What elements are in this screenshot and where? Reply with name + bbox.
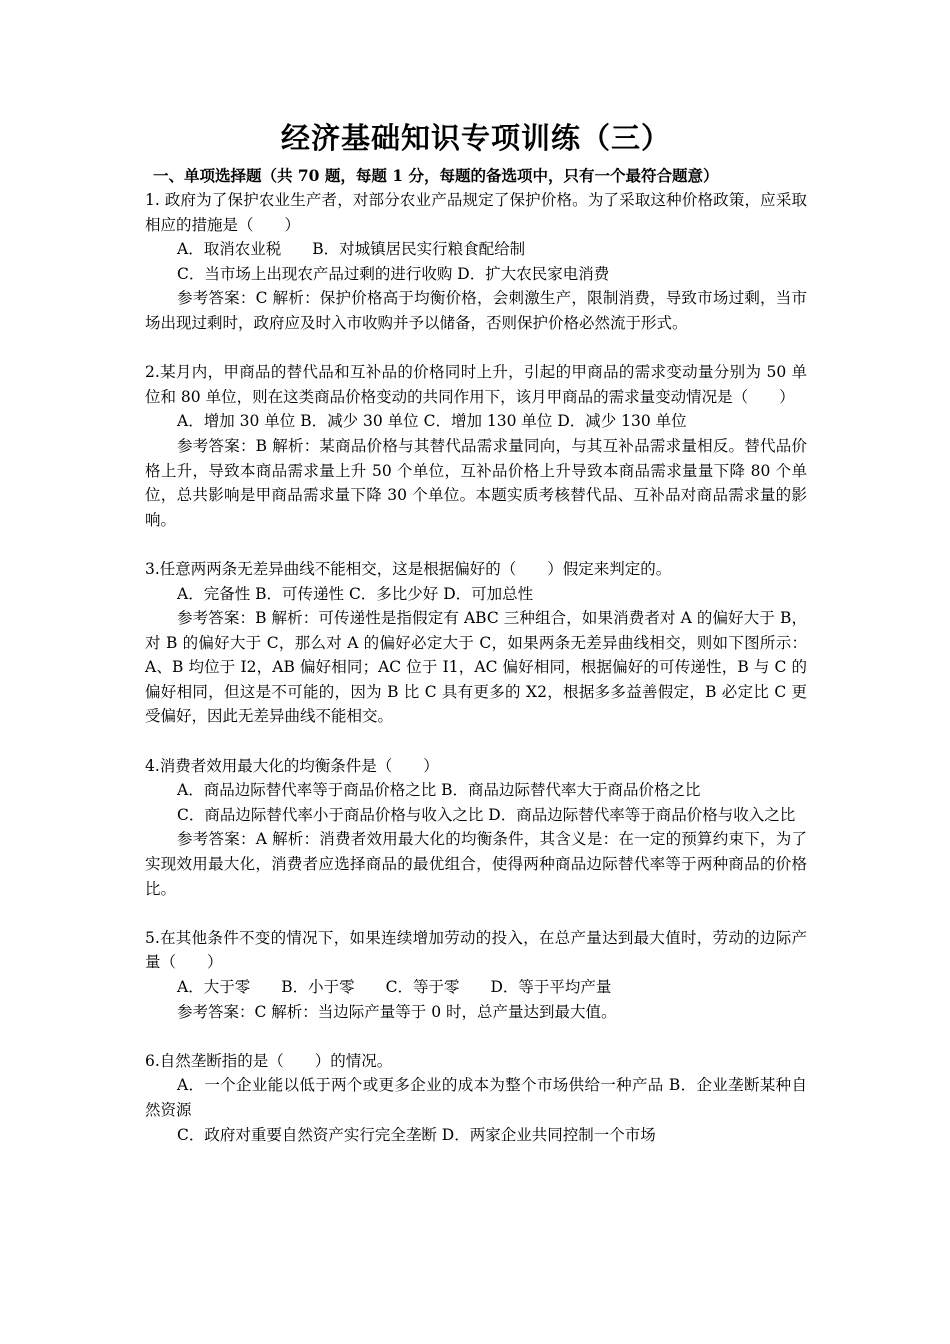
question-4-option-line: A．商品边际替代率等于商品价格之比 B．商品边际替代率大于商品价格之比 [177, 781, 701, 800]
section-heading: 一、单项选择题（共 70 题，每题 1 分，每题的备选项中，只有一个最符合题意） [153, 166, 719, 185]
spacer [145, 901, 807, 926]
question-4-stem: 4.消费者效用最大化的均衡条件是（ ） [145, 756, 439, 775]
question-4-option-line: C．商品边际替代率小于商品价格与收入之比 D．商品边际替代率等于商品价格与收入之比 [177, 805, 796, 824]
spacer [145, 1024, 807, 1049]
question-2-option-line: A．增加 30 单位 B．减少 30 单位 C．增加 130 单位 D．减少 130 单位 [177, 412, 687, 431]
question-6-stem: 6.自然垄断指的是（ ）的情况。 [145, 1051, 393, 1070]
document-page [145, 118, 807, 1147]
question-6-option-line: C．政府对重要自然资产实行完全垄断 D．两家企业共同控制一个市场 [177, 1125, 656, 1144]
question-1-stem: 1. 政府为了保护农业生产者，对部分农业产品规定了保护价格。为了采取这种价格政策，应采取相应的措施是（ ） [145, 191, 807, 234]
question-3-answer: 参考答案：B 解析：可传递性是指假定有 ABC 三种组合，如果消费者对 A 的偏好大于 B，对 B 的偏好大于 C，那么对 A 的偏好必定大于 C，如果两条无差异曲线相交，则如下图所示：A、B 均位于 I2，AB 偏好相同；AC 位于 I1，AC 偏好相同，根据偏好的可传递性，B 与 C 的偏好相同，但这是不可能的，因为 B 比 C 具有更多的 X2，根据多多益善假定，B 必定比 C 更受偏好，因此无差异曲线不能相交。 [145, 609, 807, 726]
question-4-answer: 参考答案：A 解析：消费者效用最大化的均衡条件，其含义是：在一定的预算约束下，为了实现效用最大化，消费者应选择商品的最优组合，使得两种商品边际替代率等于两种商品的价格比。 [145, 830, 807, 898]
question-5-answer: 参考答案：C 解析：当边际产量等于 0 时，总产量达到最大值。 [177, 1002, 617, 1021]
spacer [145, 532, 807, 557]
question-1-option-line: A．取消农业税 B．对城镇居民实行粮食配给制 [177, 240, 526, 259]
question-6-option-line: A．一个企业能以低于两个或更多企业的成本为整个市场供给一种产品 B．企业垄断某种自然资源 [145, 1076, 807, 1119]
question-5-stem: 5.在其他条件不变的情况下，如果连续增加劳动的投入，在总产量达到最大值时，劳动的边际产量（ ） [145, 928, 807, 972]
question-5-option-line: A．大于零 B．小于零 C．等于零 D．等于平均产量 [177, 978, 612, 996]
page-title: 经济基础知识专项训练（三） [280, 121, 671, 155]
question-1-answer: 参考答案：C 解析：保护价格高于均衡价格，会刺激生产，限制消费，导致市场过剩，当市场出现过剩时，政府应及时入市收购并予以储备，否则保护价格必然流于形式。 [145, 289, 807, 332]
question-1-option-line: C．当市场上出现农产品过剩的进行收购 D．扩大农民家电消费 [177, 264, 610, 283]
question-3-option-line: A．完备性 B．可传递性 C．多比少好 D．可加总性 [177, 584, 534, 603]
question-2-stem: 2.某月内，甲商品的替代品和互补品的价格同时上升，引起的甲商品的需求变动量分别为 50 单位和 80 单位，则在这类商品价格变动的共同作用下，该月甲商品的需求量变动情况是（ ） [145, 363, 807, 406]
spacer [145, 336, 807, 361]
question-2-answer: 参考答案：B 解析：某商品价格与其替代品需求量同向，与其互补品需求量相反。替代品价格上升，导致本商品需求量上升 50 个单位，互补品价格上升导致本商品需求量量下降 80 个单位，总共影响是甲商品需求量下降 30 个单位。本题实质考核替代品、互补品对商品需求量的影响。 [145, 436, 807, 529]
spacer [145, 729, 807, 754]
question-3-stem: 3.任意两两条无差异曲线不能相交，这是根据偏好的（ ）假定来判定的。 [145, 559, 672, 578]
